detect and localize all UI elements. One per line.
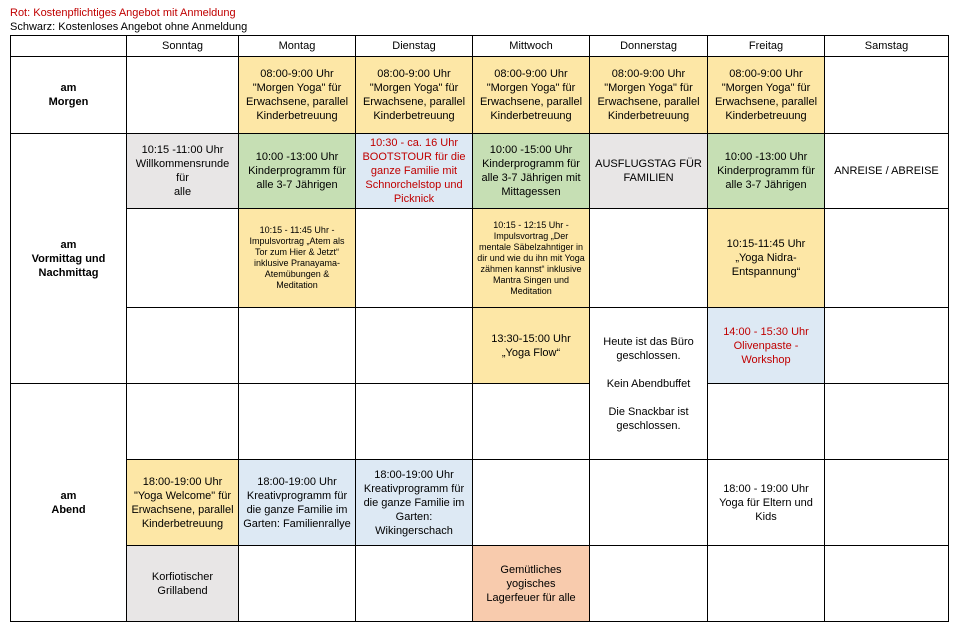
evening-row-1: [11, 384, 949, 460]
event-morning-yoga-donnerstag: 08:00-9:00 Uhr "Morgen Yoga" für Erwachsene, parallel Kinderbetreuung: [590, 57, 708, 134]
day-header-samstag: Samstag: [825, 36, 949, 57]
event-yoga-flow-mittwoch: 13:30-15:00 Uhr „Yoga Flow“: [473, 308, 590, 384]
cell-sonntag-evening-1: [127, 384, 239, 460]
event-olive-workshop-freitag: 14:00 - 15:30 Uhr Olivenpaste - Workshop: [708, 308, 825, 384]
event-kids-program-montag: 10:00 -13:00 Uhr Kinderprogramm für alle 3-7 Jährigen: [239, 134, 356, 209]
evening-row-3: [11, 546, 949, 622]
daytime-row-1: [11, 134, 949, 209]
section-label-daytime: am Vormittag und Nachmittag: [11, 134, 127, 384]
cell-dienstag-evening-1: [356, 384, 473, 460]
cell-donnerstag-evening-2: [590, 460, 708, 546]
cell-dienstag-daytime-2: [356, 209, 473, 308]
cell-dienstag-evening-3: [356, 546, 473, 622]
weekly-schedule-table: [10, 35, 949, 622]
morning-row: [11, 57, 949, 134]
day-header-dienstag: Dienstag: [356, 36, 473, 57]
event-welcome-round-sonntag: 10:15 -11:00 Uhr Willkommensrunde für alle: [127, 134, 239, 209]
event-morning-yoga-dienstag: 08:00-9:00 Uhr "Morgen Yoga" für Erwachsene, parallel Kinderbetreuung: [356, 57, 473, 134]
cell-sonntag-daytime-3: [127, 308, 239, 384]
section-label-evening: am Abend: [11, 384, 127, 622]
legend-free: Schwarz: Kostenloses Angebot ohne Anmeldung: [10, 21, 248, 33]
evening-row-2: [11, 460, 949, 546]
cell-sonntag-morning: [127, 57, 239, 134]
cell-samstag-evening-1: [825, 384, 949, 460]
header-row: [11, 36, 949, 57]
cell-montag-evening-1: [239, 384, 356, 460]
cell-samstag-evening-3: [825, 546, 949, 622]
event-morning-yoga-montag: 08:00-9:00 Uhr "Morgen Yoga" für Erwachsene, parallel Kinderbetreuung: [239, 57, 356, 134]
cell-sonntag-daytime-2: [127, 209, 239, 308]
event-arrival-departure-samstag: ANREISE / ABREISE: [825, 134, 949, 209]
cell-samstag-daytime-3: [825, 308, 949, 384]
day-header-montag: Montag: [239, 36, 356, 57]
notice-closures-donnerstag: Heute ist das Büro geschlossen. Kein Abendbuffet Die Snackbar ist geschlossen.: [590, 308, 708, 460]
event-grill-evening-sonntag: Korfiotischer Grillabend: [127, 546, 239, 622]
day-header-freitag: Freitag: [708, 36, 825, 57]
cell-donnerstag-evening-3: [590, 546, 708, 622]
daytime-row-3: [11, 308, 949, 384]
daytime-row-2: [11, 209, 949, 308]
corner-cell: [11, 36, 127, 57]
cell-samstag-evening-2: [825, 460, 949, 546]
cell-mittwoch-evening-1: [473, 384, 590, 460]
event-excursion-donnerstag: AUSFLUGSTAG FÜR FAMILIEN: [590, 134, 708, 209]
event-yoga-welcome-sonntag: 18:00-19:00 Uhr "Yoga Welcome" für Erwachsene, parallel Kinderbetreuung: [127, 460, 239, 546]
event-family-rally-montag: 18:00-19:00 Uhr Kreativprogramm für die ganze Familie im Garten: Familienrallye: [239, 460, 356, 546]
event-impulse-talk-montag: 10:15 - 11:45 Uhr - Impulsvortrag „Atem als Tor zum Hier & Jetzt“ inklusive Pranayama- Atemübungen & Meditation: [239, 209, 356, 308]
day-header-mittwoch: Mittwoch: [473, 36, 590, 57]
cell-donnerstag-daytime-2: [590, 209, 708, 308]
legend-paid: Rot: Kostenpflichtiges Angebot mit Anmeldung: [10, 7, 236, 19]
cell-freitag-evening-3: [708, 546, 825, 622]
event-yoga-parents-kids-freitag: 18:00 - 19:00 Uhr Yoga für Eltern und Kids: [708, 460, 825, 546]
cell-samstag-daytime-2: [825, 209, 949, 308]
cell-mittwoch-evening-2: [473, 460, 590, 546]
event-viking-chess-dienstag: 18:00-19:00 Uhr Kreativprogramm für die ganze Familie im Garten: Wikingerschach: [356, 460, 473, 546]
event-campfire-mittwoch: Gemütliches yogisches Lagerfeuer für alle: [473, 546, 590, 622]
event-impulse-talk-mittwoch: 10:15 - 12:15 Uhr - Impulsvortrag „Der mentale Säbelzahntiger in dir und wie du ihn mit Yoga zähmen kannst“ inklusive Mantra Singen und Meditation: [473, 209, 590, 308]
event-kids-program-freitag: 10:00 -13:00 Uhr Kinderprogramm für alle 3-7 Jährigen: [708, 134, 825, 209]
event-yoga-nidra-freitag: 10:15-11:45 Uhr „Yoga Nidra- Entspannung“: [708, 209, 825, 308]
event-boat-tour-dienstag: 10:30 - ca. 16 Uhr BOOTSTOUR für die ganze Familie mit Schnorchelstop und Picknick: [356, 134, 473, 209]
cell-freitag-evening-1: [708, 384, 825, 460]
day-header-donnerstag: Donnerstag: [590, 36, 708, 57]
event-morning-yoga-freitag: 08:00-9:00 Uhr "Morgen Yoga" für Erwachsene, parallel Kinderbetreuung: [708, 57, 825, 134]
section-label-morning: am Morgen: [11, 57, 127, 134]
cell-montag-evening-3: [239, 546, 356, 622]
cell-montag-daytime-3: [239, 308, 356, 384]
event-morning-yoga-mittwoch: 08:00-9:00 Uhr "Morgen Yoga" für Erwachsene, parallel Kinderbetreuung: [473, 57, 590, 134]
cell-dienstag-daytime-3: [356, 308, 473, 384]
day-header-sonntag: Sonntag: [127, 36, 239, 57]
event-kids-program-mittwoch: 10:00 -15:00 Uhr Kinderprogramm für alle 3-7 Jährigen mit Mittagessen: [473, 134, 590, 209]
cell-samstag-morning: [825, 57, 949, 134]
